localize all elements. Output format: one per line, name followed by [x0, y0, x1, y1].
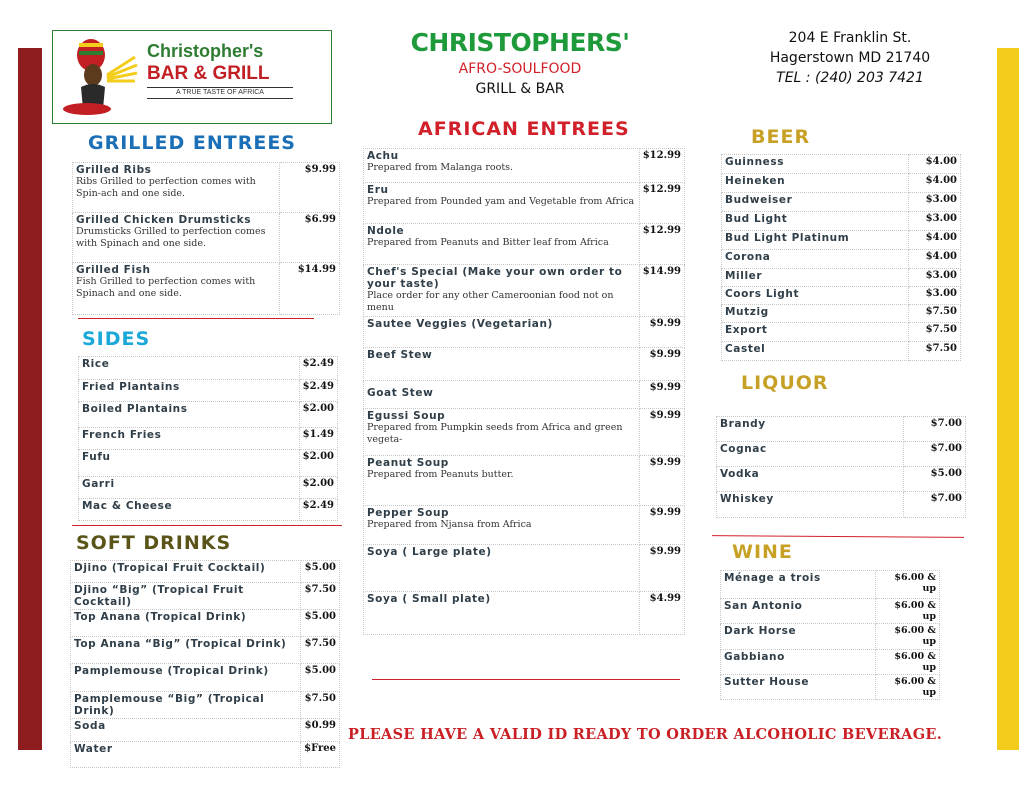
item-name: Budweiser: [722, 193, 909, 212]
item-price: $5.00: [301, 664, 340, 692]
logo-figure-icon: [59, 35, 139, 121]
item-name: Castel: [722, 342, 909, 361]
item-name: Peanut Soup: [367, 457, 449, 469]
item-name: Coors Light: [722, 287, 909, 305]
item-price: $0.99: [301, 719, 340, 742]
item-name: Ménage a trois: [721, 571, 876, 599]
item-name: Egussi Soup: [367, 410, 446, 422]
item-price: $4.00: [909, 250, 961, 269]
table-row: [71, 561, 340, 583]
table-row: [71, 719, 340, 742]
table-row: [717, 492, 966, 518]
item-price: $2.49: [299, 499, 337, 521]
logo-tagline: A TRUE TASTE OF AFRICA: [147, 87, 293, 99]
item-price: $7.00: [904, 492, 966, 518]
item-price: $4.99: [639, 592, 684, 635]
table-row: [364, 506, 685, 545]
item-name: Soya ( Small plate): [367, 593, 491, 605]
table-row: [721, 675, 940, 700]
item-name: San Antonio: [721, 599, 876, 624]
grilled-entrees-title: GRILLED ENTREES: [88, 132, 296, 154]
table-row: [71, 692, 340, 719]
table-row: [79, 450, 338, 477]
address-line-2: Hagerstown MD 21740: [769, 50, 931, 66]
restaurant-subtitle-2: GRILL & BAR: [475, 81, 565, 97]
restaurant-subtitle: AFRO-SOULFOOD: [458, 61, 582, 77]
item-price: $4.00: [909, 155, 961, 174]
item-price: $6.00 & up: [876, 675, 940, 700]
table-row: [721, 599, 940, 624]
item-price: $6.00 & up: [876, 650, 940, 675]
item-name: Chef's Special (Make your own order to your taste): [367, 266, 623, 290]
table-row: [722, 155, 961, 174]
item-name: Boiled Plantains: [79, 402, 300, 428]
item-description: Prepared from Njansa from Africa: [367, 519, 532, 530]
table-row: [79, 380, 338, 402]
table-row: [71, 664, 340, 692]
table-row: [722, 323, 961, 342]
table-row: [71, 637, 340, 664]
liquor-table: [716, 416, 966, 518]
item-name: Guinness: [722, 155, 909, 174]
logo-box: [52, 30, 332, 124]
item-name: Grilled Chicken Drumsticks: [76, 214, 252, 226]
item-price: $12.99: [639, 224, 684, 265]
item-price: $6.99: [280, 213, 340, 263]
item-price: $7.00: [904, 442, 966, 467]
item-price: $1.49: [299, 428, 337, 450]
item-description: Place order for any other Cameroonian food not on menu: [367, 290, 614, 313]
table-row: [364, 456, 685, 506]
item-name: Brandy: [717, 417, 904, 442]
item-description: Ribs Grilled to perfection comes with Spin-ach and one side.: [76, 176, 256, 199]
sides-title: SIDES: [82, 328, 151, 350]
item-price: $6.00 & up: [876, 571, 940, 599]
table-row: [722, 269, 961, 287]
table-row: [73, 213, 340, 263]
item-name: Bud Light Platinum: [722, 231, 909, 250]
item-description: Prepared from Peanuts butter.: [367, 469, 514, 480]
item-name: Sautee Veggies (Vegetarian): [367, 318, 553, 330]
divider-line: [78, 318, 314, 319]
item-name: Soda: [71, 719, 301, 742]
item-price: $2.00: [299, 477, 337, 499]
table-row: [364, 317, 685, 348]
item-name: Eru: [367, 184, 389, 196]
table-row: [364, 224, 685, 265]
item-price: $12.99: [639, 183, 684, 224]
table-row: [364, 265, 685, 317]
item-price: $7.50: [909, 342, 961, 361]
table-row: [364, 381, 685, 409]
item-price: $9.99: [639, 409, 684, 456]
item-price: $7.50: [301, 637, 340, 664]
left-decorative-bar: [18, 48, 42, 750]
item-name: Soya ( Large plate): [367, 546, 492, 558]
item-price: $6.00 & up: [876, 624, 940, 650]
item-price: $4.00: [909, 231, 961, 250]
item-name: Goat Stew: [367, 387, 434, 399]
item-name: Heineken: [722, 174, 909, 193]
item-name: Achu: [367, 150, 399, 162]
item-name: Pamplemouse (Tropical Drink): [71, 664, 301, 692]
table-row: [364, 409, 685, 456]
item-price: $7.50: [909, 323, 961, 342]
item-price: $6.00 & up: [876, 599, 940, 624]
item-name: Top Anana (Tropical Drink): [71, 610, 301, 637]
item-name: Water: [71, 742, 301, 768]
item-description: Prepared from Malanga roots.: [367, 162, 514, 173]
item-name: Miller: [722, 269, 909, 287]
item-price: $5.00: [301, 561, 340, 583]
item-description: Fish Grilled to perfection comes with Spinach and one side.: [76, 276, 256, 299]
item-name: Cognac: [717, 442, 904, 467]
table-row: [717, 442, 966, 467]
table-row: [73, 263, 340, 315]
item-price: $2.49: [299, 357, 337, 380]
item-name: Whiskey: [717, 492, 904, 518]
item-name: Gabbiano: [721, 650, 876, 675]
table-row: [722, 305, 961, 323]
grilled-entrees-table: [72, 162, 340, 315]
item-price: $2.00: [299, 450, 337, 477]
table-row: [722, 174, 961, 193]
table-row: [79, 499, 338, 521]
table-row: [79, 357, 338, 380]
item-name: Dark Horse: [721, 624, 876, 650]
table-row: [722, 250, 961, 269]
table-row: [364, 149, 685, 183]
table-row: [721, 650, 940, 675]
beer-table: [721, 154, 961, 361]
item-price: $3.00: [909, 269, 961, 287]
table-row: [71, 742, 340, 768]
soft-drinks-table: [70, 560, 340, 768]
address-line-1: 204 E Franklin St.: [788, 30, 912, 46]
item-description: Prepared from Pounded yam and Vegetable from Africa: [367, 196, 635, 207]
item-price: $9.99: [639, 456, 684, 506]
item-price: $4.00: [909, 174, 961, 193]
item-price: $2.49: [299, 380, 337, 402]
logo-name: Christopher's: [147, 41, 264, 61]
sides-table: [78, 356, 338, 521]
table-row: [71, 610, 340, 637]
table-row: [71, 583, 340, 610]
table-row: [364, 183, 685, 224]
table-row: [73, 163, 340, 213]
item-name: Grilled Fish: [76, 264, 151, 276]
beer-title: BEER: [751, 126, 811, 148]
table-row: [79, 428, 338, 450]
table-row: [722, 231, 961, 250]
right-decorative-bar: [997, 48, 1019, 750]
item-price: $3.00: [909, 193, 961, 212]
item-name: Corona: [722, 250, 909, 269]
item-price: $2.00: [299, 402, 337, 428]
divider-line: [72, 525, 342, 526]
item-name: Ndole: [367, 225, 405, 237]
divider-line: [712, 535, 964, 538]
item-name: Bud Light: [722, 212, 909, 231]
item-name: Fried Plantains: [79, 380, 300, 402]
wine-table: [720, 570, 940, 700]
table-row: [717, 417, 966, 442]
item-name: Vodka: [717, 467, 904, 492]
item-name: Pepper Soup: [367, 507, 450, 519]
item-price: $12.99: [639, 149, 684, 183]
item-price: $9.99: [639, 506, 684, 545]
item-price: $5.00: [301, 610, 340, 637]
item-name: Export: [722, 323, 909, 342]
table-row: [717, 467, 966, 492]
item-name: Pamplemouse “Big” (Tropical Drink): [71, 692, 301, 719]
item-price: $7.50: [301, 583, 340, 610]
item-price: $9.99: [639, 381, 684, 409]
item-price: $14.99: [280, 263, 340, 315]
item-name: Sutter House: [721, 675, 876, 700]
item-price: $Free: [301, 742, 340, 768]
table-row: [79, 402, 338, 428]
item-name: Mac & Cheese: [79, 499, 300, 521]
item-description: Drumsticks Grilled to perfection comes with Spinach and one side.: [76, 226, 266, 249]
item-price: $3.00: [909, 287, 961, 305]
restaurant-title: CHRISTOPHERS': [410, 28, 630, 57]
item-name: Mutzig: [722, 305, 909, 323]
table-row: [722, 193, 961, 212]
item-price: $14.99: [639, 265, 684, 317]
item-name: Garri: [79, 477, 300, 499]
item-price: $7.50: [909, 305, 961, 323]
item-name: French Fries: [79, 428, 300, 450]
table-row: [722, 342, 961, 361]
item-name: Top Anana “Big” (Tropical Drink): [71, 637, 301, 664]
item-name: Djino (Tropical Fruit Cocktail): [71, 561, 301, 583]
item-price: $5.00: [904, 467, 966, 492]
soft-drinks-title: SOFT DRINKS: [76, 532, 232, 554]
item-price: $3.00: [909, 212, 961, 231]
item-price: $9.99: [639, 545, 684, 592]
table-row: [722, 287, 961, 305]
african-entrees-title: AFRICAN ENTREES: [418, 118, 630, 140]
table-row: [721, 624, 940, 650]
item-price: $7.50: [301, 692, 340, 719]
liquor-title: LIQUOR: [741, 372, 829, 394]
item-name: Grilled Ribs: [76, 164, 152, 176]
item-description: Prepared from Pumpkin seeds from Africa and green vegeta-: [367, 422, 623, 445]
table-row: [79, 477, 338, 499]
logo-subtitle: BAR & GRILL: [147, 63, 270, 84]
item-name: Djino “Big” (Tropical Fruit Cocktail): [71, 583, 301, 610]
african-entrees-table: [363, 148, 685, 635]
item-name: Beef Stew: [367, 349, 433, 361]
item-name: Rice: [79, 357, 300, 380]
item-description: Prepared from Peanuts and Bitter leaf from Africa: [367, 237, 609, 248]
divider-line: [372, 679, 680, 680]
item-price: $9.99: [639, 317, 684, 348]
item-price: $7.00: [904, 417, 966, 442]
table-row: [364, 348, 685, 381]
table-row: [721, 571, 940, 599]
wine-title: WINE: [732, 541, 793, 563]
item-name: Fufu: [79, 450, 300, 477]
phone-number: TEL : (240) 203 7421: [776, 70, 924, 86]
item-price: $9.99: [639, 348, 684, 381]
table-row: [364, 592, 685, 635]
item-price: $9.99: [280, 163, 340, 213]
table-row: [722, 212, 961, 231]
alcohol-id-notice: PLEASE HAVE A VALID ID READY TO ORDER ALCOHOLIC BEVERAGE.: [348, 726, 943, 743]
table-row: [364, 545, 685, 592]
